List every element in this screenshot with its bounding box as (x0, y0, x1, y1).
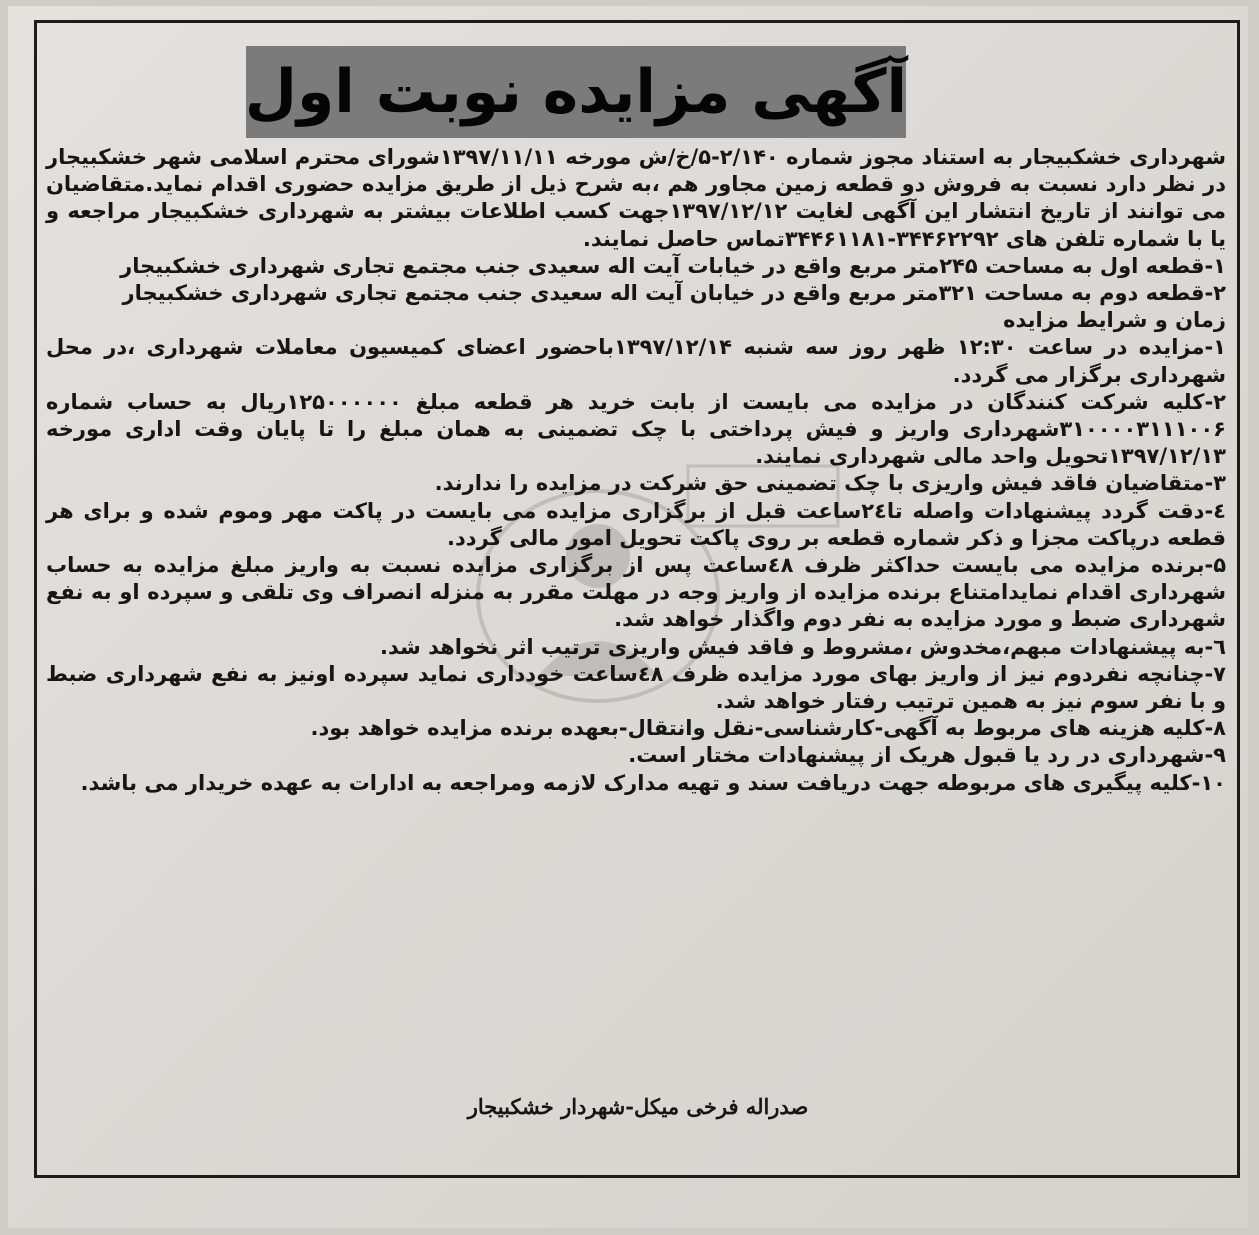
parcel-1: ۱-قطعه اول به مساحت ۲۴۵متر مربع واقع در خیابات آیت اله سعیدی جنب مجتمع تجاری شهرداری خشکبیجار (120, 253, 1226, 278)
condition-1: ۱-مزایده در ساعت ۱۲:۳۰ ظهر روز سه شنبه ۱۳۹۷/۱۲/۱۴باحضور اعضای کمیسیون معاملات شهرداری ،در محل شهرداری برگزار می گردد. (46, 335, 1226, 387)
condition-9: ۹-شهرداری در رد یا قبول هریک از پیشنهادات مختار است. (628, 743, 1226, 768)
notice-title: آگهی مزایده نوبت اول (244, 57, 908, 127)
condition-3: ۳-متقاضیان فاقد فیش واریزی با چک تضمینی حق شرکت در مزایده را ندارند. (434, 471, 1226, 496)
condition-6: ٦-به پیشنهادات مبهم،مخدوش ،مشروط و فاقد فیش واریزی ترتیب اثر نخواهد شد. (380, 634, 1226, 659)
section-heading: زمان و شرایط مزایده (1003, 308, 1226, 333)
parcel-2: ۲-قطعه دوم به مساحت ۳۲۱متر مربع واقع در خیابان آیت اله سعیدی جنب مجتمع تجاری شهرداری خشکبیجار (122, 281, 1226, 306)
title-banner (246, 46, 906, 138)
condition-4: ٤-دقت گردد پیشنهادات واصله تا۲٤ساعت قبل از برگزاری مزایده می بایست در پاکت مهر وموم شده و برای هر قطعه درپاکت مجزا و ذکر شماره قطعه بر روی پاکت تحویل امور مالی گردد. (46, 498, 1226, 550)
signature-line: صدراله فرخی میکل-شهردار خشکبیجار (467, 1094, 809, 1119)
condition-8: ۸-کلیه هزینه های مربوط به آگهی-کارشناسی-نقل وانتقال-بعهده برنده مزایده خواهد بود. (310, 716, 1226, 741)
condition-2: ۲-کلیه شرکت کنندگان در مزایده می بایست از بابت خرید هر قطعه مبلغ ۱۲۵۰۰۰۰۰۰ریال به حساب شماره ۳۱۰۰۰۰۳۱۱۱۰۰۶شهرداری واریز و فیش پرداختی با چک تضمینی به همان مبلغ را تا پایان وقت اداری مورخه ۱۳۹۷/۱۲/۱۳تحویل واحد مالی شهرداری نمایند. (46, 389, 1226, 469)
condition-5: ۵-برنده مزایده می بایست حداکثر ظرف ٤۸ساعت پس از برگزاری مزایده نسبت به واریز مبلغ مزایده به حساب شهرداری اقدام نمایدامتناع برنده مزایده از واریز وجه در مهلت مقرر به منزله انصراف وی تلقی و سپرده او به نفع شهرداری ضبط و مورد مزایده به نفر دوم واگذار خواهد شد. (46, 553, 1227, 632)
notice-body (46, 144, 1226, 797)
newspaper-clipping (8, 6, 1248, 1228)
intro-paragraph: شهرداری خشکبیجار به استناد مجوز شماره ۲/۱۴۰-۵/خ/ش مورخه ۱۳۹۷/۱۱/۱۱شورای محترم اسلامی شهر خشکبیجار در نظر دارد نسبت به فروش دو قطعه زمین مجاور هم ،به شرح ذیل از طریق مزایده حضوری اقدام نماید.متقاضیان می توانند از تاریخ انتشار این آگهی لغایت ۱۳۹۷/۱۲/۱۲جهت کسب اطلاعات بیشتر به شهرداری خشکبیجار مراجعه و یا با شماره تلفن های ۳۴۴۶۲۲۹۲-۳۴۴۶۱۱۸۱تماس حاصل نمایند. (46, 145, 1227, 251)
condition-10: ۱۰-کلیه پیگیری های مربوطه جهت دریافت سند و تهیه مدارک لازمه ومراجعه به ادارات به عهده خریدار می باشد. (80, 770, 1226, 795)
condition-7: ۷-چنانچه نفردوم نیز از واریز بهای مورد مزایده ظرف ٤۸ساعت خودداری نماید سپرده اونیز به نفع شهرداری ضبط و با نفر سوم نیز به همین ترتیب رفتار خواهد شد. (46, 661, 1226, 714)
